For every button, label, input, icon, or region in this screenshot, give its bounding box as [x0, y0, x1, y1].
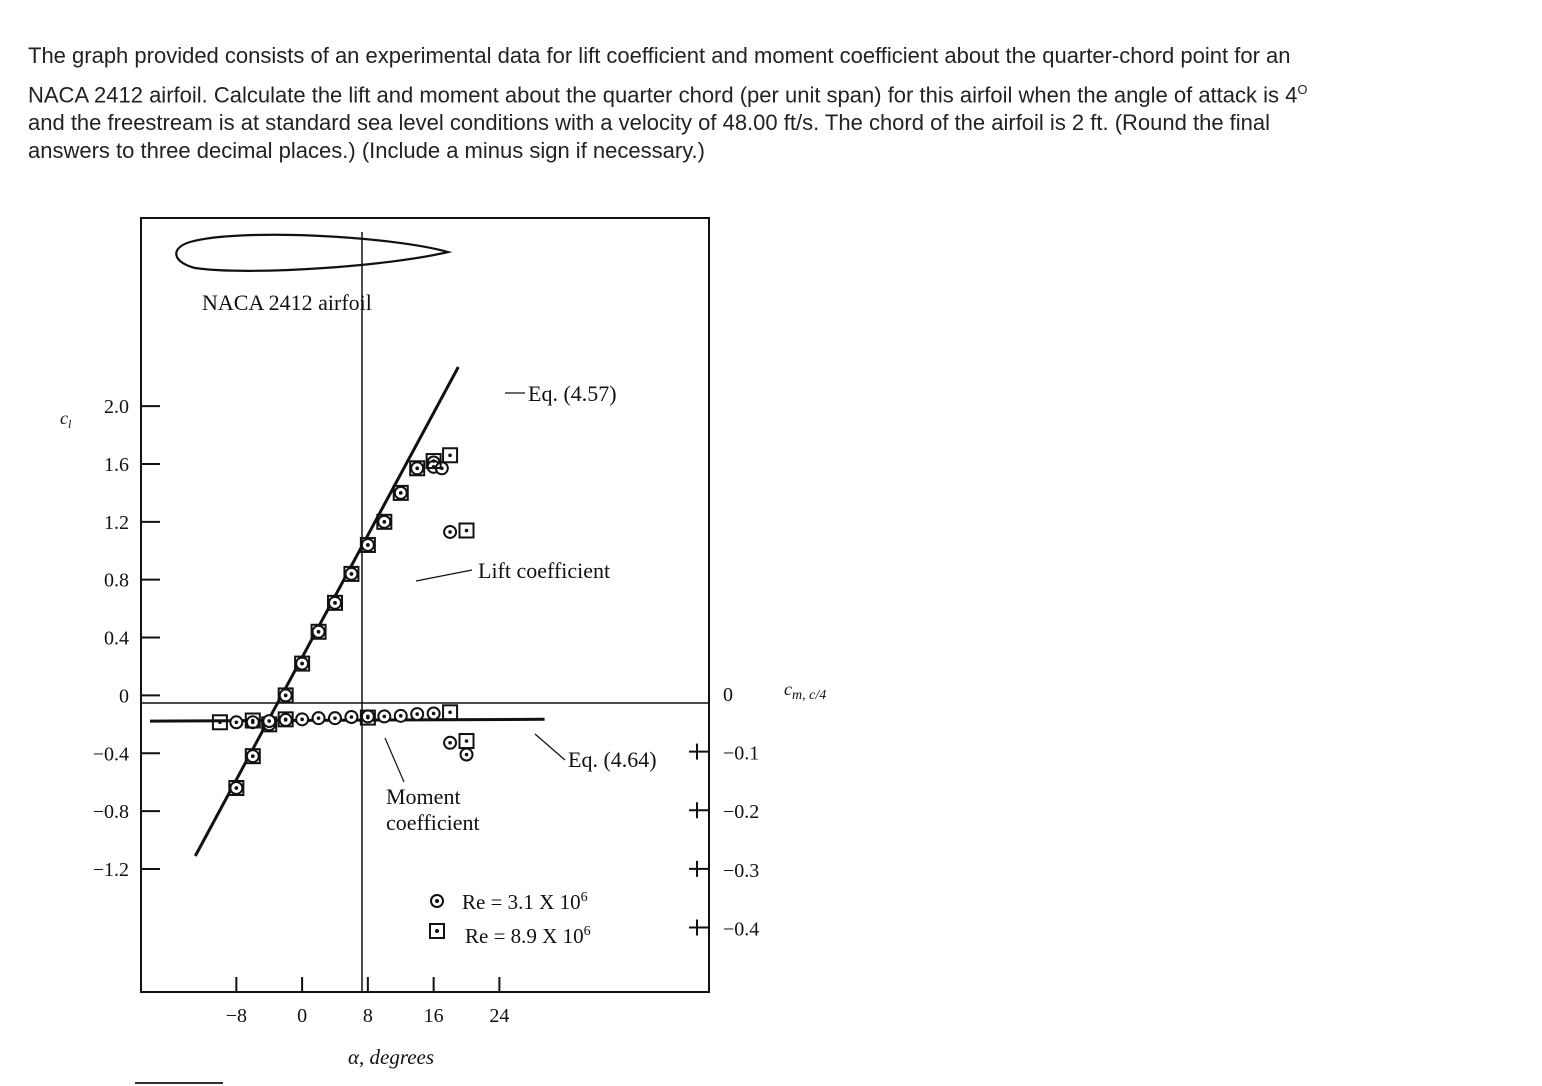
y-left-axis [93, 396, 160, 881]
data-point-square-dot [317, 630, 321, 634]
data-point-square-dot [366, 543, 370, 547]
moment-label-line-1: Moment [386, 784, 461, 809]
x-tick-label: 16 [423, 1005, 444, 1027]
y-left-axis-subscript: l [68, 417, 72, 431]
data-point-circle-dot [465, 753, 469, 757]
lift-eq-label: Eq. (4.57) [528, 381, 617, 406]
theory-lines [150, 367, 545, 856]
data-markers [213, 448, 474, 795]
data-point-square-dot [465, 529, 469, 533]
y-left-tick-label: 0 [119, 685, 129, 708]
data-point-square-dot [366, 716, 370, 720]
y-right-tick-label: −0.4 [723, 918, 760, 941]
legend-circle-dot-icon [435, 899, 439, 903]
question-line-4: answers to three decimal places.) (Include a minus sign if necessary.) [28, 138, 705, 164]
x-axis-label: α, degrees [348, 1045, 435, 1069]
y-right-tick-label: −0.3 [723, 859, 760, 882]
y-left-tick-label: −1.2 [92, 859, 129, 882]
data-point-square-dot [465, 739, 469, 743]
legend-square-dot-icon [435, 929, 439, 933]
legend-entry-re-8-9-sup: 6 [583, 924, 591, 939]
plot-frame [141, 218, 709, 992]
legend-entry-re-8-9 [465, 924, 591, 948]
y-right-axis-subscript: m, c/4 [792, 688, 827, 703]
legend-entry-re-3-1-sup: 6 [580, 890, 588, 905]
legend-entry-re-3-1-text: Re = 3.1 X 10 [462, 890, 581, 914]
data-point-circle-dot [399, 714, 403, 718]
data-point-square-dot [251, 719, 255, 723]
data-point-square-dot [415, 466, 419, 470]
data-point-circle-dot [415, 712, 419, 716]
data-point-square-dot [300, 662, 304, 666]
airfoil-shape-icon [176, 235, 448, 271]
data-point-square-dot [448, 711, 452, 715]
question-line-2-text: NACA 2412 airfoil. Calculate the lift and moment about the quarter chord (per unit span) for this airfoil when the angle of attack is 4 [28, 82, 1298, 108]
x-tick-label: −8 [225, 1005, 247, 1027]
data-point-circle-dot [317, 716, 321, 720]
y-right-tick-label: −0.1 [723, 742, 760, 765]
data-point-square-dot [333, 601, 337, 605]
data-point-square-dot [383, 520, 387, 524]
y-left-axis-letter: c [60, 408, 68, 428]
bottom-divider [135, 1082, 223, 1084]
question-line-1: The graph provided consists of an experimental data for lift coefficient and moment coefficient about the quarter-chord point for an [28, 43, 1291, 68]
data-point-circle-dot [333, 716, 337, 720]
data-point-circle-dot [267, 719, 271, 723]
data-point-square-dot [235, 786, 239, 790]
y-left-tick-label: 1.2 [104, 511, 129, 534]
moment-eq-leader [535, 734, 565, 760]
y-right-tick-label: −0.2 [723, 801, 760, 824]
moment-eq-label: Eq. (4.64) [568, 747, 657, 772]
data-point-square-dot [448, 453, 452, 457]
data-point-square-dot [350, 572, 354, 576]
y-left-tick-label: 2.0 [104, 396, 129, 419]
data-point-circle-dot [235, 720, 239, 724]
y-left-tick-label: 0.4 [104, 627, 129, 650]
legend [430, 890, 591, 948]
degree-symbol: O [1297, 82, 1308, 97]
data-point-square-dot [218, 720, 222, 724]
y-left-tick-label: 0.8 [104, 569, 129, 592]
data-point-square-dot [399, 491, 403, 495]
question-line-3: and the freestream is at standard sea level conditions with a velocity of 48.00 ft/s. The chord of the airfoil is 2 ft. (Round the final [28, 110, 1271, 136]
y-right-tick-label: 0 [723, 683, 733, 706]
y-left-tick-label: 1.6 [104, 453, 129, 476]
data-point-square-dot [432, 459, 436, 463]
data-point-circle-dot [383, 715, 387, 719]
data-point-circle-dot [448, 530, 452, 534]
x-tick-label: 8 [362, 1005, 373, 1027]
data-point-circle-dot [300, 718, 304, 722]
legend-entry-re-8-9-text: Re = 8.9 X 10 [465, 924, 584, 948]
y-right-axis [689, 684, 759, 941]
data-point-circle-dot [448, 741, 452, 745]
lift-label-leader [416, 570, 472, 581]
data-point-circle-dot [350, 715, 354, 719]
moment-label-line-2: coefficient [386, 810, 480, 835]
data-point-circle-dot [432, 712, 436, 716]
airfoil-title: NACA 2412 airfoil [202, 290, 372, 315]
y-left-tick-label: −0.4 [92, 743, 129, 766]
y-left-tick-label: −0.8 [92, 801, 129, 824]
legend-entry-re-3-1 [462, 890, 588, 914]
x-tick-label: 24 [489, 1005, 510, 1027]
y-right-axis-letter: c [784, 679, 792, 699]
y-left-axis-label [60, 408, 72, 431]
x-axis [226, 977, 510, 1027]
x-tick-label: 0 [297, 1005, 308, 1027]
data-point-square-dot [251, 754, 255, 758]
data-point-square-dot [284, 718, 288, 722]
y-right-axis-label [784, 679, 826, 703]
data-point-square-dot [284, 694, 288, 698]
lift-coefficient-label: Lift coefficient [478, 558, 611, 583]
moment-label-leader [385, 738, 404, 782]
